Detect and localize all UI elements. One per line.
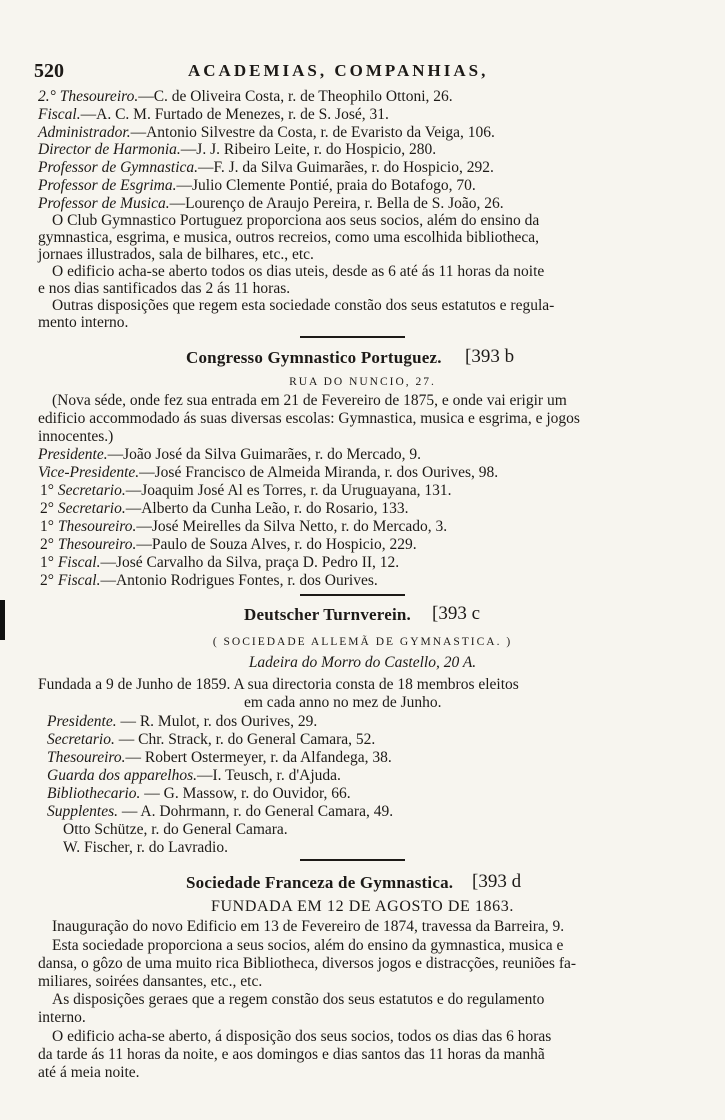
congresso-officer-line: 1° Fiscal.—José Carvalho da Silva, praça D. Pedro II, 12. (40, 554, 400, 571)
francesa-paragraph-line: O edificio acha-se aberto, á disposição dos seus socios, todos os dias das 6 horas (52, 1028, 552, 1045)
club-officer-line: Director de Harmonia.—J. J. Ribeiro Leite, r. do Hospicio, 280. (38, 141, 437, 158)
section-title-congresso: Congresso Gymnastico Portuguez. (186, 348, 442, 367)
congresso-officer-line: 2° Fiscal.—Antonio Rodrigues Fontes, r. dos Ourives. (40, 572, 378, 589)
club-officer-line: Fiscal.—A. C. M. Furtado de Menezes, r. de S. José, 31. (38, 106, 389, 123)
congresso-officer-line: 1° Secretario.—Joaquim José Al es Torres, r. da Uruguayana, 131. (40, 482, 452, 499)
congresso-note-line: edificio accommodado ás suas diversas escolas: Gymnastica, musica e esgrima, e jogos (38, 410, 580, 427)
club-paragraph-line: O Club Gymnastico Portuguez proporciona aos seus socios, além do ensino da (52, 212, 540, 229)
congresso-note-line: innocentes.) (38, 428, 114, 445)
club-officer-line: 2.° Thesoureiro.—C. de Oliveira Costa, r. de Theophilo Ottoni, 26. (38, 88, 453, 105)
francesa-founded: FUNDADA EM 12 DE AGOSTO DE 1863. (211, 898, 514, 915)
francesa-paragraph-line: da tarde ás 11 horas da noite, e aos domingos e dias santos das 11 horas da manhã (38, 1046, 545, 1063)
club-paragraph-line: O edificio acha-se aberto todos os dias uteis, desde as 6 até ás 11 horas da noite (52, 263, 545, 280)
section-title-turnverein: Deutscher Turnverein. (244, 605, 411, 624)
turnverein-officer-line: Bibliothecario. — G. Massow, r. do Ouvidor, 66. (47, 785, 351, 802)
turnverein-address: Ladeira do Morro do Castello, 20 A. (248, 654, 477, 671)
francesa-paragraph-line: dansa, o gôzo de uma muito rica Bibliotheca, diversos jogos e distracções, reuniões fa- (38, 955, 577, 972)
section-divider (300, 859, 405, 861)
club-paragraph-line: mento interno. (38, 314, 129, 331)
club-officer-line: Professor de Musica.—Lourenço de Araujo Pereira, r. Bella de S. João, 26. (38, 195, 504, 212)
francesa-paragraph-line: miliares, soirées dansantes, etc., etc. (38, 973, 263, 990)
section-divider (300, 336, 405, 338)
francesa-paragraph-line: Esta sociedade proporciona a seus socios, além do ensino da gymnastica, musica e (52, 937, 564, 954)
turnverein-officer-line: Thesoureiro.— Robert Ostermeyer, r. da Alfandega, 38. (47, 749, 392, 766)
francesa-inauguration: Inauguração do novo Edificio em 13 de Fevereiro de 1874, travessa da Barreira, 9. (52, 918, 565, 935)
francesa-paragraph-line: até á meia noite. (38, 1064, 140, 1081)
congresso-officer-line: 2° Thesoureiro.—Paulo de Souza Alves, r. do Hospicio, 229. (40, 536, 417, 553)
club-paragraph-line: Outras disposições que regem esta sociedade constão dos seus estatutos e regula- (52, 297, 555, 314)
section-ref-congresso: [393 b (465, 346, 515, 367)
turnverein-founded-line: em cada anno no mez de Junho. (244, 694, 442, 711)
francesa-paragraph-line: interno. (38, 1009, 86, 1026)
turnverein-officer-line: Guarda dos apparelhos.—I. Teusch, r. d'Ajuda. (47, 767, 341, 784)
congresso-note-line: (Nova séde, onde fez sua entrada em 21 de Fevereiro de 1875, e onde vai erigir um (52, 392, 567, 409)
turnverein-extra-line: W. Fischer, r. do Lavradio. (63, 839, 228, 856)
club-paragraph-line: e nos dias santificados das 2 ás 11 horas. (38, 280, 291, 297)
congresso-address: RUA DO NUNCIO, 27. (289, 376, 436, 388)
turnverein-founded-line: Fundada a 9 de Junho de 1859. A sua directoria consta de 18 membros eleitos (38, 676, 519, 693)
turnverein-officer-line: Presidente. — R. Mulot, r. dos Ourives, 29. (47, 713, 318, 730)
turnverein-subtitle: ( SOCIEDADE ALLEMÃ DE GYMNASTICA. ) (212, 636, 513, 648)
club-paragraph-line: gymnastica, esgrima, e musica, outros recreios, como uma escolhida bibliotheca, (38, 229, 540, 246)
congresso-officer-line: Presidente.—João José da Silva Guimarães, r. do Mercado, 9. (38, 446, 421, 463)
section-ref-turnverein: [393 c (432, 603, 481, 624)
club-officer-line: Professor de Esgrima.—Julio Clemente Pontié, praia do Botafogo, 70. (38, 177, 476, 194)
club-paragraph-line: jornaes illustrados, sala de bilhares, etc., etc. (38, 246, 314, 263)
page-number: 520 (34, 60, 64, 82)
club-officer-line: Administrador.—Antonio Silvestre da Costa, r. de Evaristo da Veiga, 106. (38, 124, 495, 141)
section-ref-francesa: [393 d (472, 871, 522, 892)
turnverein-extra-line: Otto Schütze, r. do General Camara. (63, 821, 288, 838)
section-divider (300, 594, 405, 596)
francesa-paragraph-line: As disposições geraes que a regem constão dos seus estatutos e do regulamento (52, 991, 545, 1008)
congresso-officer-line: 1° Thesoureiro.—José Meirelles da Silva Netto, r. do Mercado, 3. (40, 518, 448, 535)
club-officer-line: Professor de Gymnastica.—F. J. da Silva Guimarães, r. do Hospicio, 292. (38, 159, 494, 176)
section-title-francesa: Sociedade Franceza de Gymnastica. (186, 873, 454, 892)
turnverein-officer-line: Secretario. — Chr. Strack, r. do General Camara, 52. (47, 731, 376, 748)
turnverein-officer-line: Supplentes. — A. Dohrmann, r. do General Camara, 49. (47, 803, 394, 820)
congresso-officer-line: Vice-Presidente.—José Francisco de Almeida Miranda, r. dos Ourives, 98. (38, 464, 499, 481)
congresso-officer-line: 2° Secretario.—Alberto da Cunha Leão, r. do Rosario, 133. (40, 500, 409, 517)
running-header: ACADEMIAS, COMPANHIAS, (188, 61, 489, 80)
